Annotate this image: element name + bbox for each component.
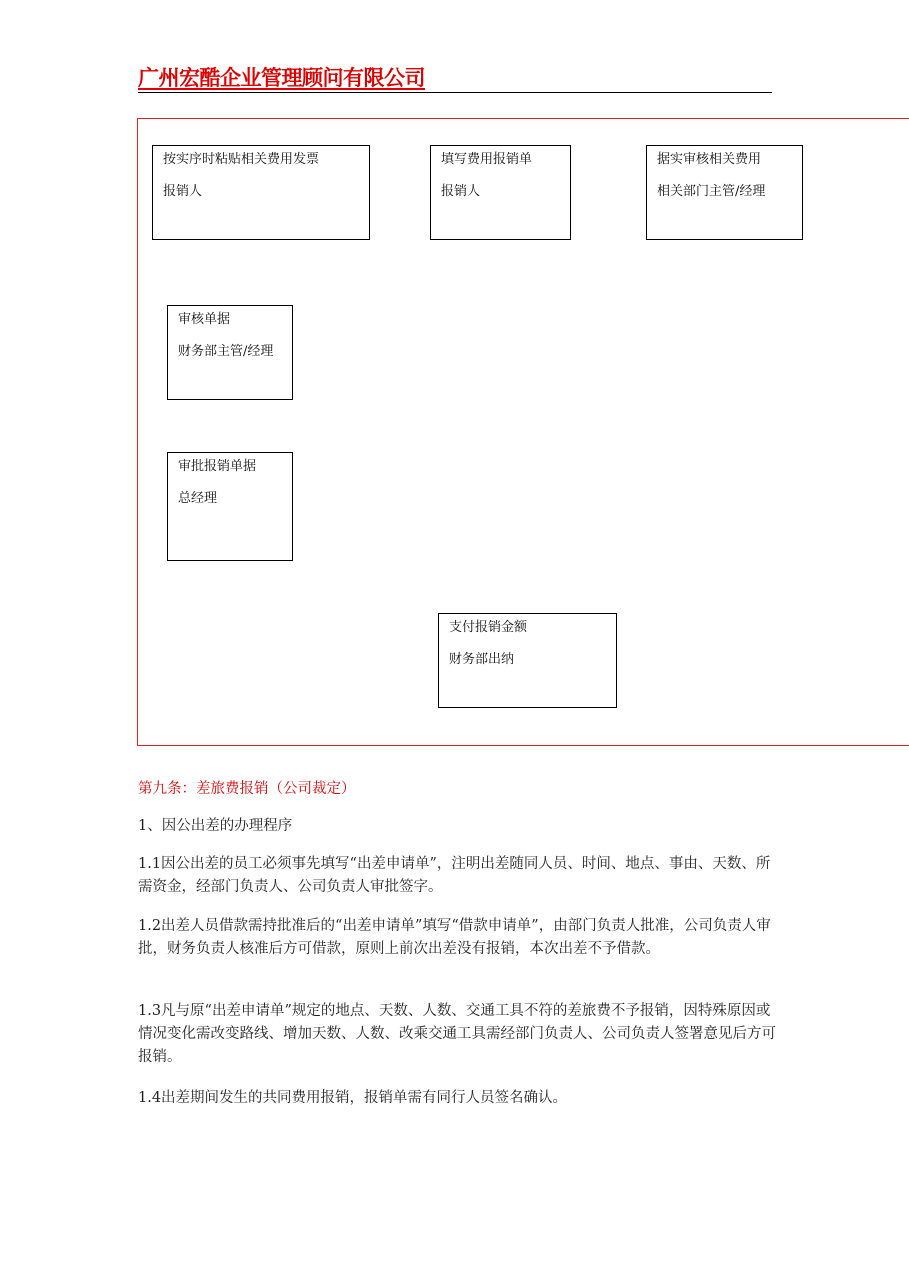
flow-step-role: 财务部出纳 — [449, 652, 515, 667]
flow-step-role: 相关部门主管/经理 — [657, 184, 766, 199]
company-header — [138, 62, 772, 93]
flow-step-task: 按实序时粘贴相关费用发票 — [163, 152, 320, 167]
flow-step-payment — [438, 613, 617, 708]
article-heading: 第九条：差旅费报销（公司裁定） — [138, 781, 356, 797]
flow-step-task: 审批报销单据 — [178, 459, 257, 474]
flow-step-role: 报销人 — [441, 184, 481, 199]
company-name: 广州宏酷企业管理顾问有限公司 — [138, 66, 425, 90]
flow-step-dept-review — [646, 145, 803, 240]
flow-step-role: 总经理 — [178, 491, 218, 506]
section-title: 1、因公出差的办理程序 — [138, 818, 293, 834]
flow-step-task: 填写费用报销单 — [441, 152, 533, 167]
paragraph-1-2: 1.2出差人员借款需持批准后的“出差申请单”填写“借款申请单”，由部门负责人批准，公司负责人审批，财务负责人核准后方可借款，原则上前次出差没有报销，本次出差不予借款。 — [138, 918, 771, 957]
flow-step-gm-approval — [167, 452, 293, 561]
flow-step-fill-form — [430, 145, 571, 240]
flow-step-task: 据实审核相关费用 — [657, 152, 762, 167]
flow-step-task: 支付报销金额 — [449, 620, 528, 635]
paragraph-1-4: 1.4出差期间发生的共同费用报销，报销单需有同行人员签名确认。 — [138, 1090, 568, 1106]
flow-step-finance-review — [167, 305, 293, 400]
flow-step-attach-invoices — [152, 145, 370, 240]
flow-step-task: 审核单据 — [178, 312, 231, 327]
paragraph-1-3: 1.3凡与原“出差申请单”规定的地点、天数、人数、交通工具不符的差旅费不予报销，因特殊原因或情况变化需改变路线、增加天数、人数、改乘交通工具需经部门负责人、公司负责人签署意见后方可报销。 — [138, 1003, 776, 1065]
flow-step-role: 报销人 — [163, 184, 203, 199]
paragraph-1-1: 1.1因公出差的员工必须事先填写“出差申请单”，注明出差随同人员、时间、地点、事由、天数、所需资金，经部门负责人、公司负责人审批签字。 — [138, 856, 771, 895]
flow-step-role: 财务部主管/经理 — [178, 344, 274, 359]
